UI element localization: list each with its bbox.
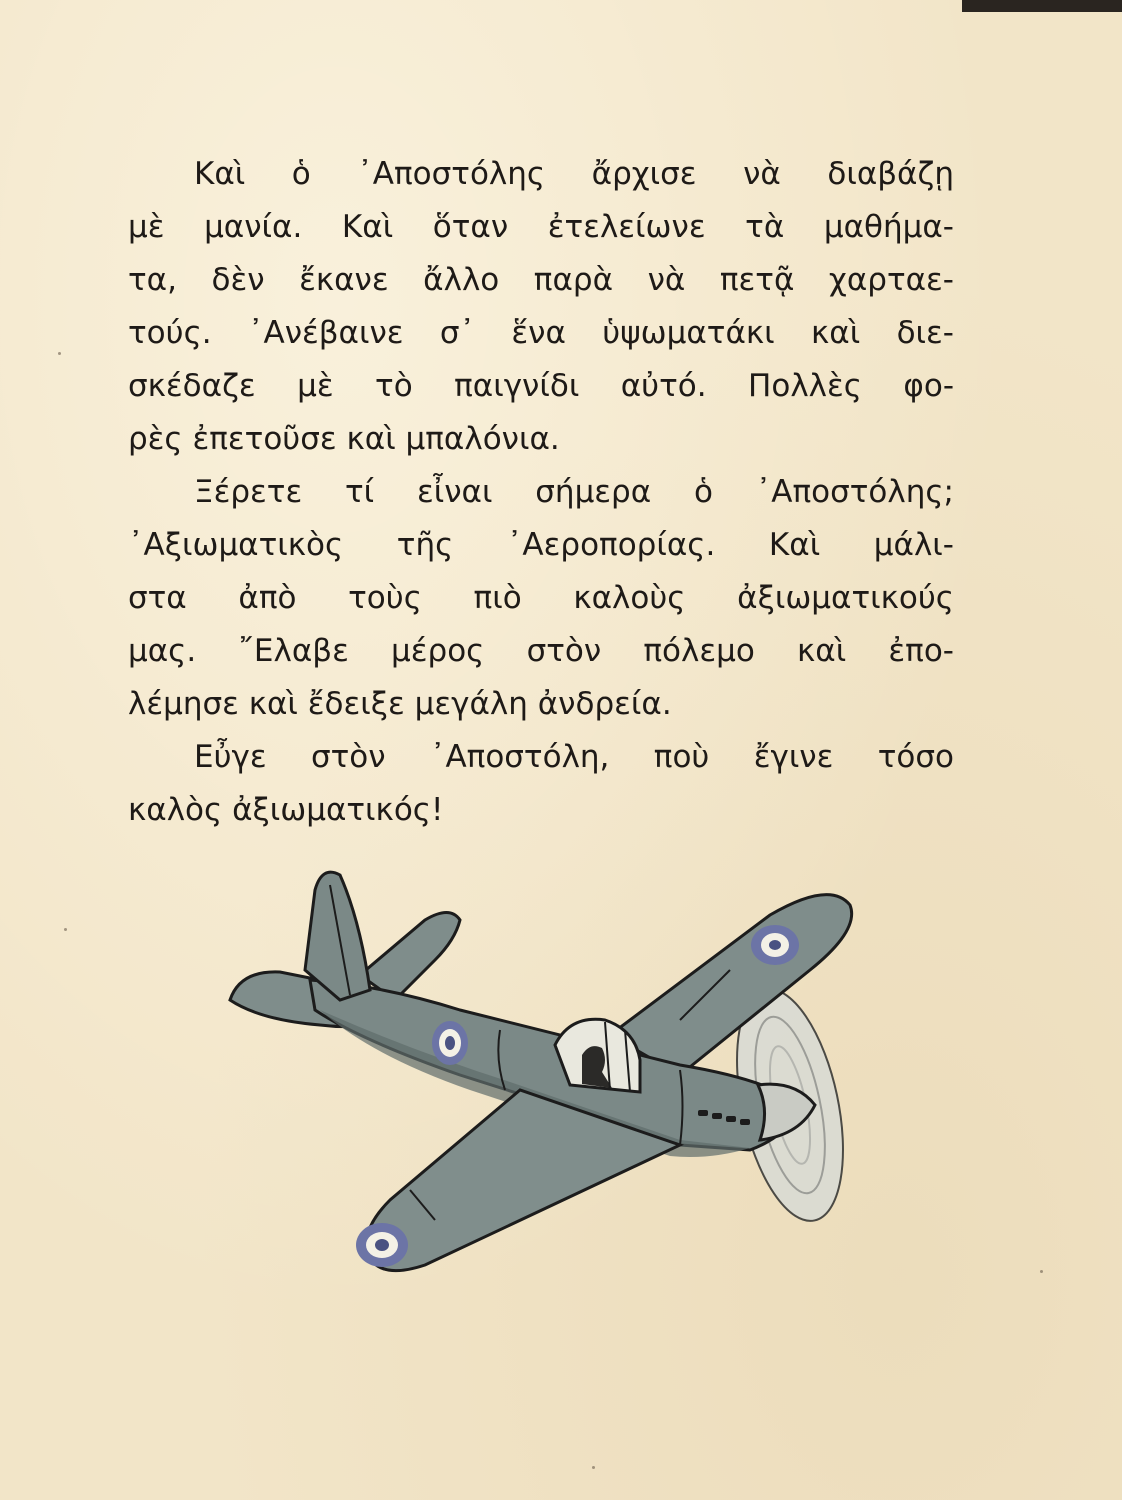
text-line: ᾿Αξιωματικὸς τῆς ᾿Αεροπορίας. Καὶ μάλι- [128,527,954,563]
roundel-upper-wing [751,925,799,965]
paper-speck [1040,1270,1043,1273]
roundel-fuselage [432,1021,468,1065]
text-line: Καὶ ὁ ᾿Αποστόλης ἄρχισε νὰ διαβάζῃ [194,156,954,192]
text-line: τα, δὲν ἔκανε ἄλλο παρὰ νὰ πετᾷ χαρταε- [128,262,954,298]
paper-speck [58,352,61,355]
text-line: σκέδαζε μὲ τὸ παιγνίδι αὐτό. Πολλὲς φο- [128,368,954,404]
text-line: Ξέρετε τί εἶναι σήμερα ὁ ᾿Αποστόλης; [194,474,954,510]
tail-plane [360,913,460,1001]
text-line: μας. ῎Ελαβε μέρος στὸν πόλεμο καὶ ἐπο- [128,633,954,669]
airplane-icon [210,860,900,1310]
text-line: ρὲς ἐπετοῦσε καὶ μπαλόνια. [128,421,560,457]
paper-speck [592,1466,595,1469]
text-line: στα ἀπὸ τοὺς πιὸ καλοὺς ἀξιωματικούς [128,580,954,616]
story-text [128,148,954,837]
paper-speck [64,928,67,931]
text-line: τούς. ᾿Ανέβαινε σ᾿ ἕνα ὑψωματάκι καὶ διε- [128,315,954,351]
text-line: μὲ μανία. Καὶ ὅταν ἐτελείωνε τὰ μαθήμα- [128,209,954,245]
page-edge-bar [962,0,1122,12]
text-line: Εὖγε στὸν ᾿Αποστόλη, ποὺ ἔγινε τόσο [194,739,954,775]
roundel-lower-wing [356,1223,408,1267]
text-line: λέμησε καὶ ἔδειξε μεγάλη ἀνδρεία. [128,686,672,722]
text-line: καλὸς ἀξιωματικός! [128,792,444,828]
